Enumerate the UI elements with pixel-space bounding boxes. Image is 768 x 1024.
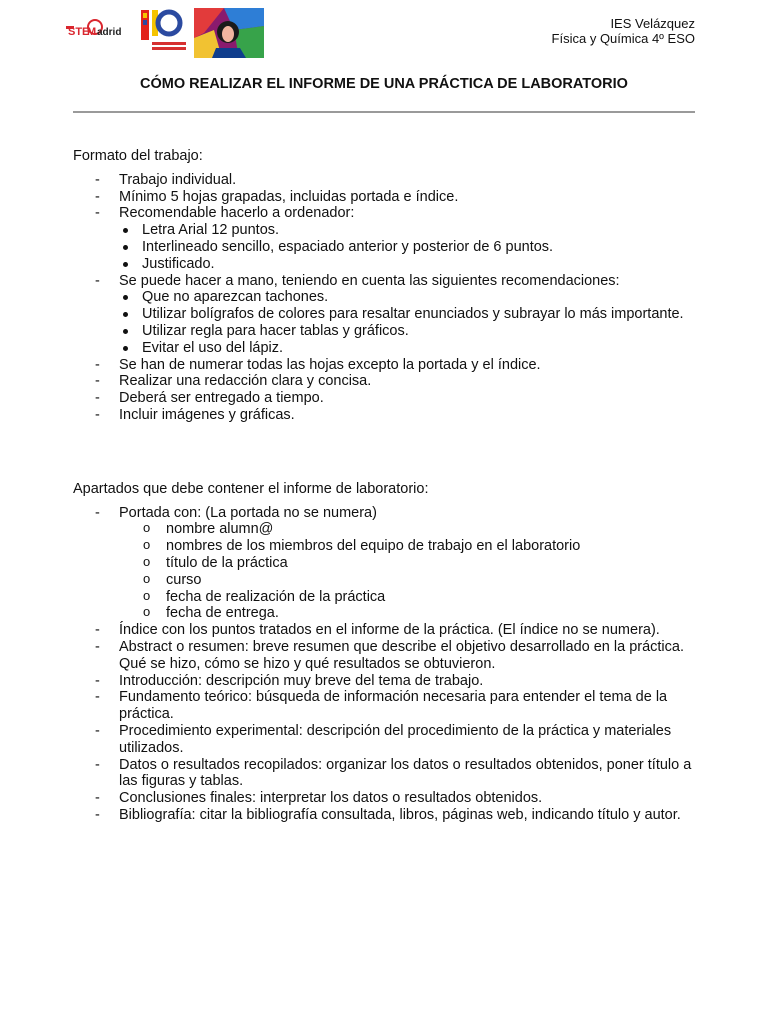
list-item — [73, 505, 698, 623]
list-item-label: Portada con: (La portada no se numera) — [119, 504, 377, 521]
list-item-label: Se puede hacer a mano, teniendo en cuenta las siguientes recomendaciones: — [119, 272, 620, 289]
bullet-sublist — [119, 222, 698, 272]
artwork-image — [194, 8, 264, 58]
list-item-label: Recomendable hacerlo a ordenador: — [119, 205, 355, 222]
bullet-item: Utilizar regla para hacer tablas y gráficos. — [119, 323, 698, 340]
bullet-item: Utilizar bolígrafos de colores para resaltar enunciados y subrayar lo más importante. — [119, 306, 698, 323]
list-item: - Deberá ser entregado a tiempo. — [73, 390, 698, 407]
circle-item: o nombre alumn@ — [119, 521, 698, 538]
list-item: - Abstract o resumen: breve resumen que describe el objetivo desarrollado en la práctica. Qué se hizo, cómo se hizo y qué resultados se obtuvieron. — [73, 639, 698, 673]
circle-sublist — [119, 521, 698, 622]
list-item: - Realizar una redacción clara y concisa. — [73, 373, 698, 390]
circle-item: o nombres de los miembros del equipo de trabajo en el laboratorio — [119, 538, 698, 555]
section-spacer — [73, 424, 698, 481]
list-item — [73, 273, 698, 357]
section-format-heading: Formato del trabajo: — [73, 148, 203, 164]
list-item: - Índice con los puntos tratados en el informe de la práctica. (El índice no se numera). — [73, 622, 698, 639]
bullet-item: Justificado. — [119, 256, 698, 273]
list-item: - Trabajo individual. — [73, 172, 698, 189]
bilingual-institute-logo — [140, 8, 186, 54]
title-divider — [73, 111, 695, 113]
sections-list — [73, 505, 698, 824]
bullet-sublist — [119, 289, 698, 356]
list-item: - Introducción: descripción muy breve del tema de trabajo. — [73, 673, 698, 690]
circle-item: o título de la práctica — [119, 555, 698, 572]
format-list — [73, 172, 698, 424]
svg-text:M: M — [87, 26, 97, 38]
list-item: - Mínimo 5 hojas grapadas, incluidas portada e índice. — [73, 189, 698, 206]
stemadrid-logo — [66, 18, 134, 42]
list-item: - Conclusiones finales: interpretar los datos o resultados obtenidos. — [73, 790, 698, 807]
svg-text:STE: STE — [68, 26, 90, 38]
bullet-item: Evitar el uso del lápiz. — [119, 340, 698, 357]
list-item: - Se han de numerar todas las hojas excepto la portada y el índice. — [73, 357, 698, 374]
bullet-item: Interlineado sencillo, espaciado anterior y posterior de 6 puntos. — [119, 239, 698, 256]
circle-item: o fecha de entrega. — [119, 605, 698, 622]
school-name: IES Velázquez — [610, 16, 695, 31]
list-item: - Datos o resultados recopilados: organizar los datos o resultados obtenidos, poner título a las figuras y tablas. — [73, 757, 698, 791]
bullet-item: Que no aparezcan tachones. — [119, 289, 698, 306]
section-sections-heading: Apartados que debe contener el informe de laboratorio: — [73, 480, 429, 497]
header-info — [552, 16, 695, 46]
document-body — [73, 148, 698, 824]
bullet-item: Letra Arial 12 puntos. — [119, 222, 698, 239]
subject-course: Física y Química 4º ESO — [551, 31, 695, 46]
list-item: - Fundamento teórico: búsqueda de información necesaria para entender el tema de la práctica. — [73, 689, 698, 723]
list-item: - Procedimiento experimental: descripción del procedimiento de la práctica y materiales utilizados. — [73, 723, 698, 757]
list-item — [73, 205, 698, 272]
circle-item: o curso — [119, 572, 698, 589]
list-item: - Incluir imágenes y gráficas. — [73, 407, 698, 424]
circle-item: o fecha de realización de la práctica — [119, 589, 698, 606]
svg-text:adrid: adrid — [97, 27, 122, 38]
list-item: - Bibliografía: citar la bibliografía consultada, libros, páginas web, indicando título y autor. — [73, 807, 698, 824]
document-title: CÓMO REALIZAR EL INFORME DE UNA PRÁCTICA DE LABORATORIO — [140, 76, 628, 92]
